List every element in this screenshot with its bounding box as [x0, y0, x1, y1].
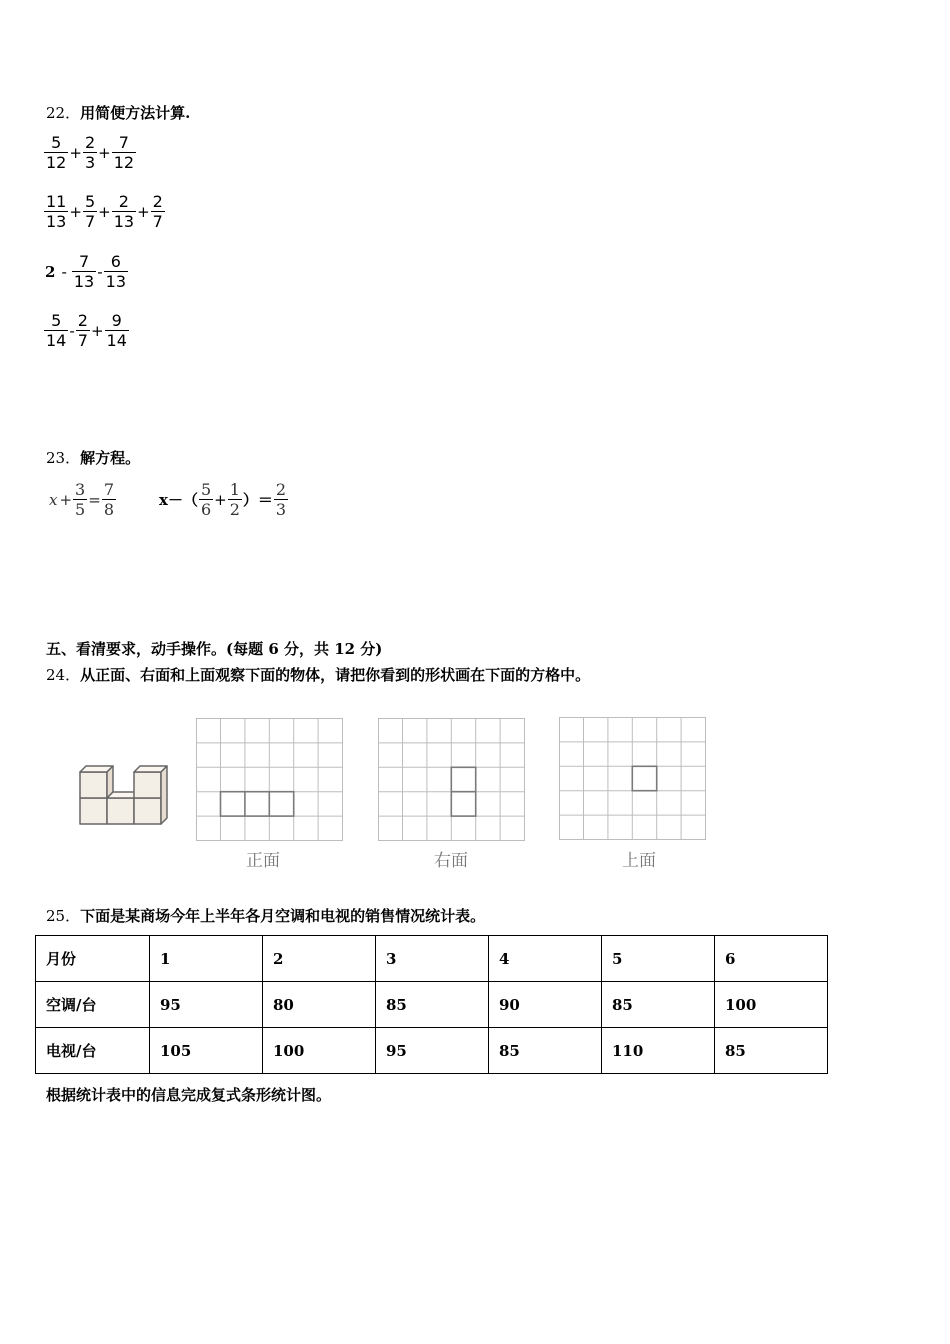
- q22-number: 22．: [46, 104, 81, 122]
- table-cell: 3: [376, 936, 489, 982]
- q22-title: [46, 102, 190, 123]
- operator: +: [214, 490, 227, 509]
- fraction: $\frac{6}{13}$: [105, 252, 126, 291]
- q25-number: 25．: [46, 907, 81, 925]
- table-cell: 电视/台: [36, 1028, 150, 1074]
- table-cell: 4: [489, 936, 602, 982]
- grid-top[interactable]: [559, 717, 707, 841]
- table-cell: 105: [150, 1028, 263, 1074]
- table-cell: 85: [715, 1028, 828, 1074]
- cube-face: [80, 772, 107, 798]
- table-cell: 1: [150, 936, 263, 982]
- q24-number: 24．: [46, 666, 81, 684]
- grid-example-shape: [451, 767, 475, 816]
- grid-right[interactable]: [378, 718, 526, 842]
- table-row: [36, 1028, 828, 1074]
- operator: +: [59, 490, 73, 509]
- fraction: $\frac{1}{2}$: [229, 480, 240, 519]
- q23-equation-2: [158, 480, 288, 519]
- operator: +: [90, 321, 104, 340]
- grid-example-shape: [632, 766, 656, 790]
- table-cell: 100: [263, 1028, 376, 1074]
- q25-text: 下面是某商场今年上半年各月空调和电视的销售情况统计表。: [80, 907, 486, 925]
- q23-equation-1: [48, 480, 116, 519]
- operator: -: [97, 262, 103, 281]
- leading-number: 2: [45, 262, 56, 281]
- cube-face: [107, 798, 134, 824]
- section-5-heading: 五、看清要求，动手操作。(每题 6 分，共 12 分): [46, 640, 383, 658]
- grid-example-shape: [221, 792, 294, 816]
- operator: -: [69, 321, 75, 340]
- fraction: $\frac{5}{7}$: [84, 192, 96, 231]
- equals-sign: =: [88, 490, 101, 509]
- table-cell: 6: [715, 936, 828, 982]
- q25-instruction: 根据统计表中的信息完成复式条形统计图。: [46, 1086, 332, 1104]
- table-row: [36, 982, 828, 1028]
- operator: -: [61, 262, 67, 281]
- cube-side: [161, 766, 167, 824]
- cube-face: [80, 798, 107, 824]
- operator: +: [137, 202, 150, 221]
- table-cell: 空调/台: [36, 982, 150, 1028]
- operator: +: [98, 143, 111, 162]
- table-cell: 85: [489, 1028, 602, 1074]
- fraction: $\frac{5}{12}$: [46, 133, 67, 172]
- equation-lead: x－（: [159, 491, 198, 509]
- q23-title: [46, 447, 140, 468]
- q22-expression-2: [44, 192, 165, 231]
- table-cell: 100: [715, 982, 828, 1028]
- fraction: $\frac{3}{5}$: [75, 480, 86, 519]
- cube-face: [134, 772, 161, 798]
- cube-object-figure: [74, 758, 176, 830]
- fraction: $\frac{7}{12}$: [113, 133, 135, 172]
- grid-front[interactable]: [196, 718, 344, 842]
- grid-label-front: 正面: [246, 851, 280, 871]
- operator: +: [69, 143, 82, 162]
- fraction: $\frac{9}{14}$: [106, 311, 127, 350]
- table-cell: 80: [263, 982, 376, 1028]
- fraction: $\frac{5}{6}$: [200, 480, 212, 519]
- q23-number: 23．: [46, 449, 81, 467]
- table-cell: 110: [602, 1028, 715, 1074]
- q22-expression-4: [44, 311, 129, 350]
- q23-text: 解方程。: [80, 449, 141, 467]
- table-cell: 85: [376, 982, 489, 1028]
- table-cell: 95: [150, 982, 263, 1028]
- fraction: $\frac{2}{3}$: [84, 133, 96, 172]
- table-cell: 5: [602, 936, 715, 982]
- fraction: $\frac{7}{13}$: [73, 252, 95, 291]
- grid-label-top: 上面: [622, 851, 656, 871]
- fraction: $\frac{7}{8}$: [103, 480, 114, 519]
- fraction: $\frac{2}{3}$: [275, 480, 287, 519]
- fraction: $\frac{2}{7}$: [77, 311, 88, 350]
- table-row: [36, 936, 828, 982]
- table-cell: 月份: [36, 936, 150, 982]
- table-cell: 90: [489, 982, 602, 1028]
- q24-text: 从正面、右面和上面观察下面的物体，请把你看到的形状画在下面的方格中。: [80, 666, 591, 684]
- fraction: $\frac{5}{14}$: [46, 311, 67, 350]
- variable-x: x: [49, 490, 58, 509]
- equation-close: ）＝: [242, 491, 273, 509]
- table-cell: 85: [602, 982, 715, 1028]
- operator: +: [69, 202, 82, 221]
- q25-title: [46, 905, 485, 926]
- q22-expression-3: [44, 252, 128, 291]
- q24-title: [46, 664, 590, 685]
- table-cell: 95: [376, 1028, 489, 1074]
- sales-table: [35, 935, 828, 1074]
- fraction: $\frac{2}{7}$: [152, 192, 163, 231]
- fraction: $\frac{2}{13}$: [113, 192, 135, 231]
- table-cell: 2: [263, 936, 376, 982]
- fraction: $\frac{11}{13}$: [46, 192, 67, 231]
- q22-text: 用简便方法计算.: [80, 104, 191, 122]
- cube-face: [134, 798, 161, 824]
- q22-expression-1: [44, 133, 136, 172]
- grid-label-right: 右面: [434, 851, 468, 871]
- operator: +: [98, 202, 111, 221]
